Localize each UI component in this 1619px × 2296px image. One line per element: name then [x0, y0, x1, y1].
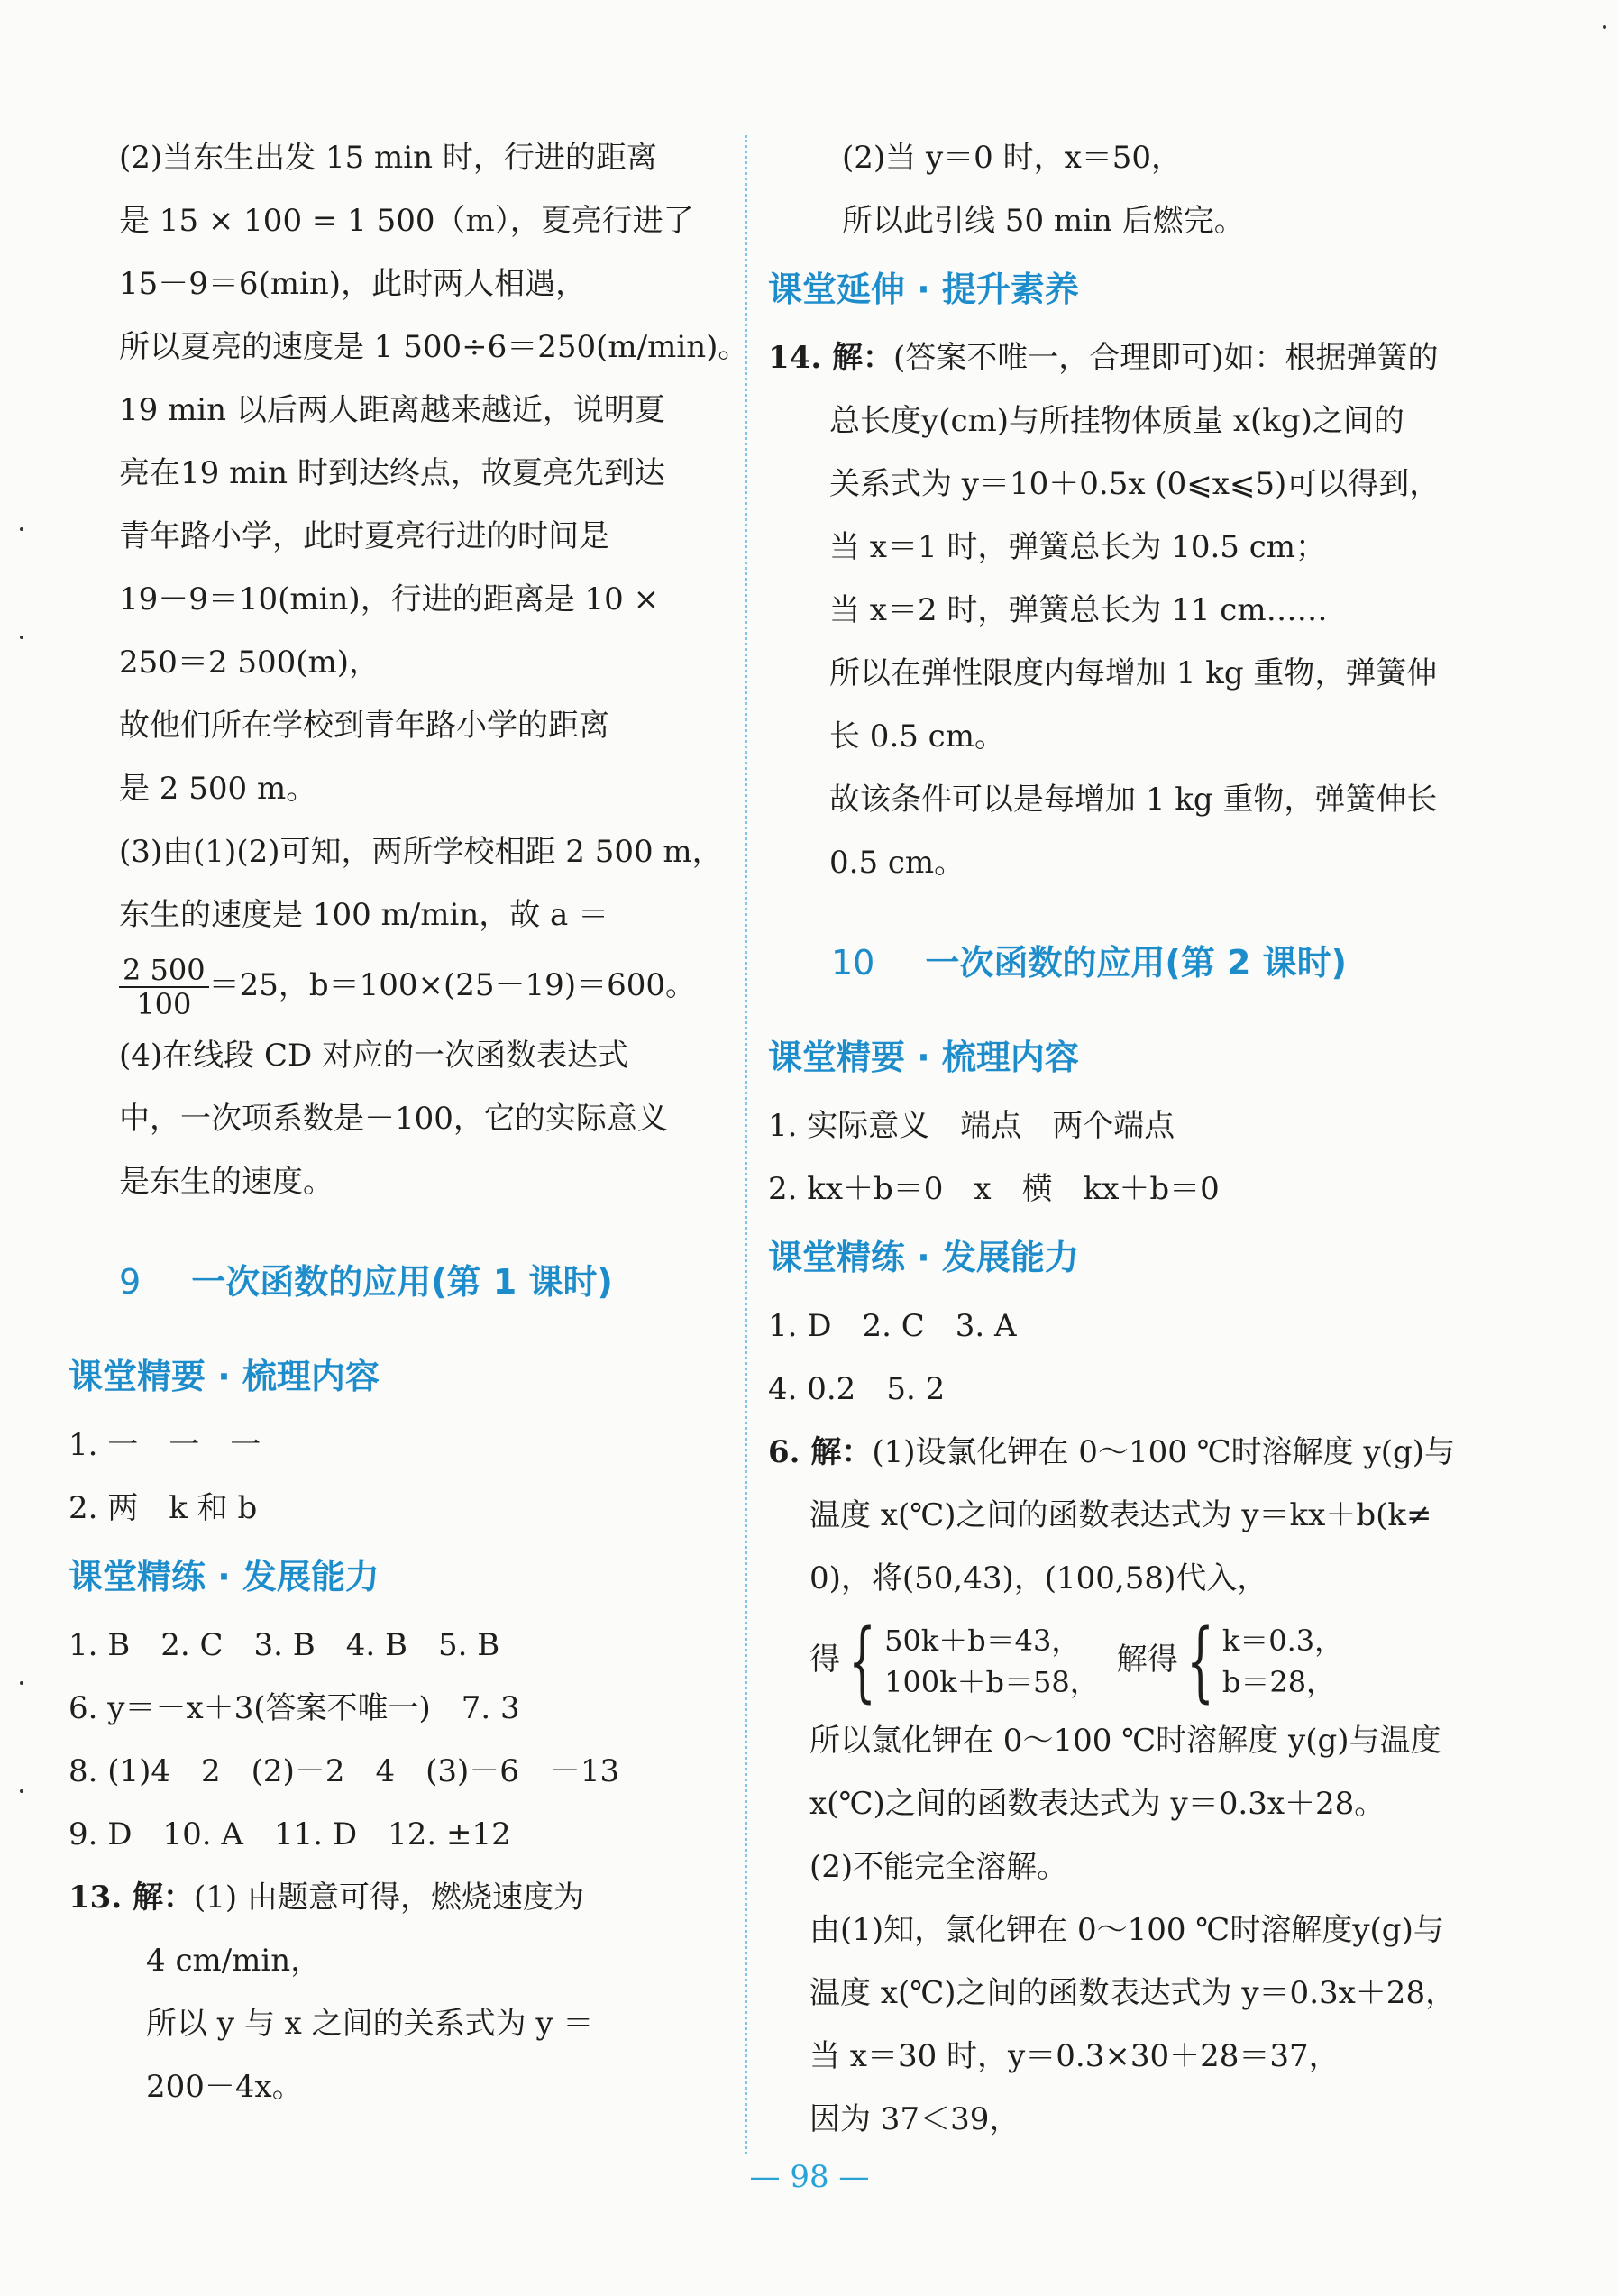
equation: 100k＋b＝58，: [884, 1665, 1099, 1699]
right-column: [768, 126, 1496, 2151]
fraction-denominator: 100: [136, 987, 192, 1021]
section-heading: 课堂精要 · 梳理内容: [69, 1357, 380, 1396]
section-heading: 课堂精要 · 梳理内容: [768, 1038, 1079, 1077]
brace-icon: {: [848, 1611, 876, 1712]
equation-system-line: [768, 1610, 1496, 1712]
margin-dot: [1603, 25, 1606, 29]
fraction-numerator: 2 500: [119, 954, 209, 988]
lesson-title: 一次函数的应用(第 2 课时): [925, 943, 1347, 983]
left-column: [69, 126, 749, 2118]
answer-line: 1. B 2. C 3. B 4. B 5. B: [69, 1627, 500, 1663]
text-line: 故他们所在学校到青年路小学的距离: [119, 708, 609, 744]
answer-q14: [768, 326, 1496, 389]
text-line: 所以夏亮的速度是 1 500÷6＝250(m/min)。: [119, 329, 749, 365]
answer-line: 6. y＝－x＋3(答案不唯一) 7. 3: [69, 1690, 520, 1726]
equation-system-1: [840, 1611, 1099, 1712]
text-line: 是 2 500 m。: [119, 771, 317, 807]
margin-dot: [20, 527, 23, 531]
answer-line: 2. kx＋b＝0 x 横 kx＋b＝0: [768, 1171, 1220, 1207]
text-line: 0)，将(50,43)，(100,58)代入，: [810, 1560, 1268, 1596]
text-line: (2)不能完全溶解。: [810, 1849, 1068, 1885]
answer-line: 9. D 10. A 11. D 12. ±12: [69, 1816, 511, 1852]
text-line: 15－9＝6(min)，此时两人相遇，: [119, 266, 587, 302]
text-line: (2)当 y＝0 时，x＝50，: [842, 140, 1183, 176]
text-line: 200－4x。: [146, 2069, 303, 2105]
answer-line: 1. D 2. C 3. A: [768, 1308, 1017, 1344]
text-line: 故该条件可以是每增加 1 kg 重物，弹簧伸长: [829, 782, 1438, 818]
lesson-heading-10: [768, 921, 1496, 1004]
margin-dot: [20, 1789, 23, 1793]
text-line: 温度 x(℃)之间的函数表达式为 y＝kx＋b(k≠: [810, 1497, 1432, 1533]
question-label: 6. 解：: [768, 1434, 873, 1470]
lesson-heading-9: [119, 1240, 714, 1323]
text-line: (1)设氯化钾在 0～100 ℃时溶解度 y(g)与: [872, 1434, 1455, 1470]
brace-icon: {: [1186, 1611, 1214, 1712]
answer-line: 2. 两 k 和 b: [69, 1490, 258, 1526]
text-line: 0.5 cm。: [829, 845, 965, 881]
text-line: 是东生的速度。: [119, 1164, 334, 1200]
lesson-title: 一次函数的应用(第 1 课时): [191, 1262, 613, 1302]
equation-system-2: [1178, 1611, 1344, 1712]
text-line: 所以此引线 50 min 后燃完。: [842, 203, 1245, 239]
fraction-tail: ＝25，b＝100×(25－19)＝600。: [208, 967, 696, 1003]
margin-dot: [20, 636, 23, 639]
text-line: (4)在线段 CD 对应的一次函数表达式: [119, 1038, 629, 1074]
text-line: 长 0.5 cm。: [829, 718, 1005, 755]
equation: k＝0.3，: [1221, 1624, 1344, 1658]
question-label: 14. 解：: [768, 340, 893, 376]
text-line: 关系式为 y＝10＋0.5x (0⩽x⩽5)可以得到，: [829, 466, 1441, 502]
text-line: 青年路小学，此时夏亮行进的时间是: [119, 518, 609, 554]
fraction: [119, 954, 209, 1020]
section-heading: 课堂精练 · 发展能力: [768, 1238, 1079, 1277]
question-label: 13. 解：: [69, 1880, 194, 1916]
fraction-line: [119, 947, 714, 1024]
equation: 50k＋b＝43，: [884, 1624, 1081, 1658]
answer-q6: [768, 1421, 1496, 1484]
text-line: 250＝2 500(m)，: [119, 645, 380, 681]
text-line: 4 cm/min，: [146, 1943, 322, 1979]
answer-line: 8. (1)4 2 (2)－2 4 (3)－6 －13: [69, 1753, 620, 1789]
text-line: 由(1)知，氯化钾在 0～100 ℃时溶解度y(g)与: [810, 1912, 1444, 1948]
section-heading: 课堂精练 · 发展能力: [69, 1557, 380, 1596]
text-line: 当 x＝2 时，弹簧总长为 11 cm……: [829, 592, 1328, 628]
answer-line: 1. 一 一 一: [69, 1427, 261, 1463]
text-line: (2)当东生出发 15 min 时，行进的距离: [119, 140, 657, 176]
para-q4: [119, 1024, 714, 1213]
margin-dot: [20, 1681, 23, 1685]
text-line: 19－9＝10(min)，行进的距离是 10 ×: [119, 581, 660, 617]
lesson-number: 10: [831, 943, 875, 983]
column-divider: [745, 135, 747, 2154]
lesson-number: 9: [119, 1262, 142, 1302]
para-q3: [119, 820, 723, 1024]
text-line: 因为 37＜39，: [810, 2101, 1020, 2137]
system-prefix: 解得: [1116, 1642, 1178, 1678]
page-number: — 98 —: [749, 2159, 870, 2195]
text-line: 总长度y(cm)与所挂物体质量 x(kg)之间的: [829, 403, 1404, 439]
text-line: 所以 y 与 x 之间的关系式为 y ＝: [146, 2006, 594, 2042]
text-line: 亮在19 min 时到达终点，故夏亮先到达: [119, 455, 665, 491]
text-line: 东生的速度是 100 m/min，故 a ＝: [119, 897, 609, 933]
text-line: 所以氯化钾在 0～100 ℃时溶解度 y(g)与温度: [810, 1723, 1441, 1759]
text-line: 温度 x(℃)之间的函数表达式为 y＝0.3x＋28，: [810, 1975, 1457, 2011]
text-line: (1) 由题意可得，燃烧速度为: [194, 1880, 584, 1916]
text-line: 所以在弹性限度内每增加 1 kg 重物，弹簧伸: [829, 655, 1438, 691]
section-heading: 课堂延伸 · 提升素养: [768, 270, 1079, 309]
text-line: x(℃)之间的函数表达式为 y＝0.3x＋28。: [810, 1786, 1386, 1822]
text-line: (答案不唯一，合理即可)如：根据弹簧的: [893, 340, 1439, 376]
text-line: 是 15 × 100 = 1 500（m），夏亮行进了: [119, 203, 694, 239]
text-line: 当 x＝1 时，弹簧总长为 10.5 cm；: [829, 529, 1327, 565]
text-line: 19 min 以后两人距离越来越近，说明夏: [119, 392, 665, 428]
answer-line: 1. 实际意义 端点 两个端点: [768, 1108, 1175, 1144]
para-q2: [119, 126, 749, 820]
text-line: (3)由(1)(2)可知，两所学校相距 2 500 m，: [119, 834, 723, 870]
answer-line: 4. 0.2 5. 2: [768, 1371, 946, 1407]
text-line: 中，一次项系数是－100，它的实际意义: [119, 1101, 668, 1137]
text-line: 当 x＝30 时，y＝0.3×30＋28＝37，: [810, 2038, 1340, 2074]
answer-q13: [69, 1866, 714, 1929]
equation: b＝28，: [1221, 1665, 1336, 1699]
system-prefix: 得: [810, 1642, 840, 1678]
